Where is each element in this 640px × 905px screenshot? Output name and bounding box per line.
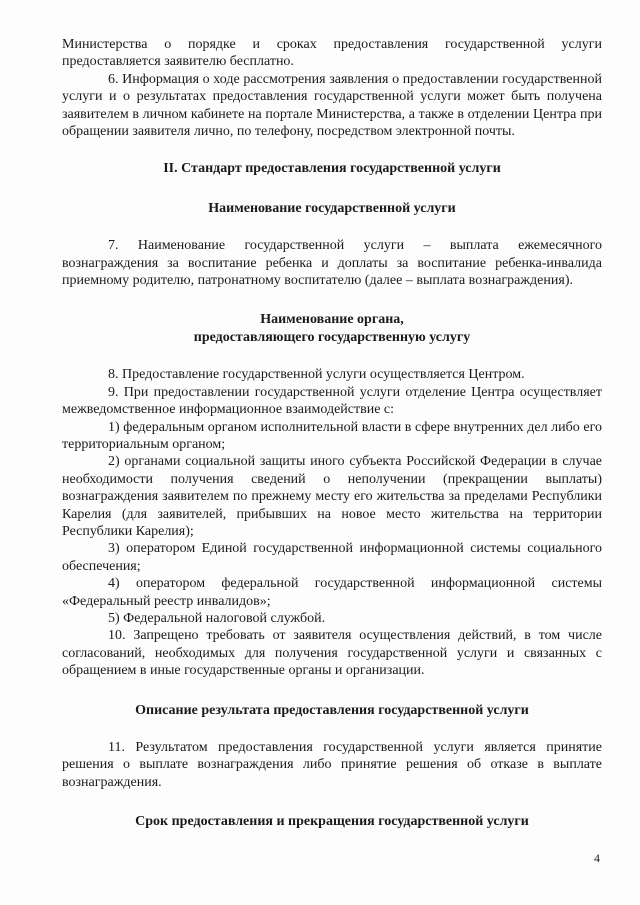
heading-result: Описание результата предоставления государственной услуги [135, 702, 529, 718]
paragraph-9-1: 1) федеральным органом исполнительной власти в сфере внутренних дел либо его территориальным органом; [62, 419, 602, 452]
heading-service-name: Наименование государственной услуги [208, 200, 456, 216]
heading-organ-line-2: предоставляющего государственную услугу [193, 329, 471, 345]
paragraph-9-4: 4) оператором федеральной государственной информационной системы «Федеральный реестр инвалидов»; [62, 576, 602, 609]
heading-term: Срок предоставления и прекращения государственной услуги [135, 814, 529, 830]
paragraph-8: 8. Предоставление государственной услуги осуществляется Центром. [108, 367, 525, 383]
paragraph-7: 7. Наименование государственной услуги – выплата ежемесячного вознаграждения за воспитание ребенка и доплаты за воспитание ребенка-инвалида приемному родителю, патронатному воспитателю (далее – выплата вознаграждения). [62, 238, 602, 289]
paragraph-9-5: 5) Федеральной налоговой службой. [108, 610, 326, 626]
heading-organ [62, 311, 602, 346]
paragraph-9-2: 2) органами социальной защиты иного субъекта Российской Федерации в случае необходимости получения сведений о неполучении (прекращении выплаты) вознаграждения заявителем по прежнему месту его жительства за пределами Республики Карелия (для заявителей, прибывших на новое место жительства на территории Республики Карелия); [62, 454, 602, 539]
paragraph-5-end: Министерства о порядке и сроках предоставления государственной услуги предоставляется заявителю бесплатно. [62, 37, 602, 70]
section-heading-2: II. Стандарт предоставления государственной услуги [163, 161, 501, 177]
paragraph-11: 11. Результатом предоставления государственной услуги является принятие решения о выплате вознаграждения либо принятие решения об отказе в выплате вознаграждения. [62, 740, 602, 790]
paragraph-9-3: 3) оператором Единой государственной информационной системы социального обеспечения; [62, 541, 602, 574]
paragraph-9: 9. При предоставлении государственной услуги отделение Центра осуществляет межведомственное информационное взаимодействие с: [62, 384, 602, 418]
paragraph-6: 6. Информация о ходе рассмотрения заявления о предоставлении государственной услуги и о результатах предоставления государственной услуги может быть получена заявителем в личном кабинете на портале Министерства, а также в отделении Центра при обращении заявителя лично, по телефону, посредством электронной почты. [62, 71, 602, 140]
page-number: 4 [594, 851, 600, 865]
paragraph-10: 10. Запрещено требовать от заявителя осуществления действий, в том числе согласований, необходимых для получения государственной услуги и связанных с обращением в иные государственные органы и организации. [62, 628, 602, 679]
heading-organ-line-1: Наименование органа, [260, 312, 404, 328]
